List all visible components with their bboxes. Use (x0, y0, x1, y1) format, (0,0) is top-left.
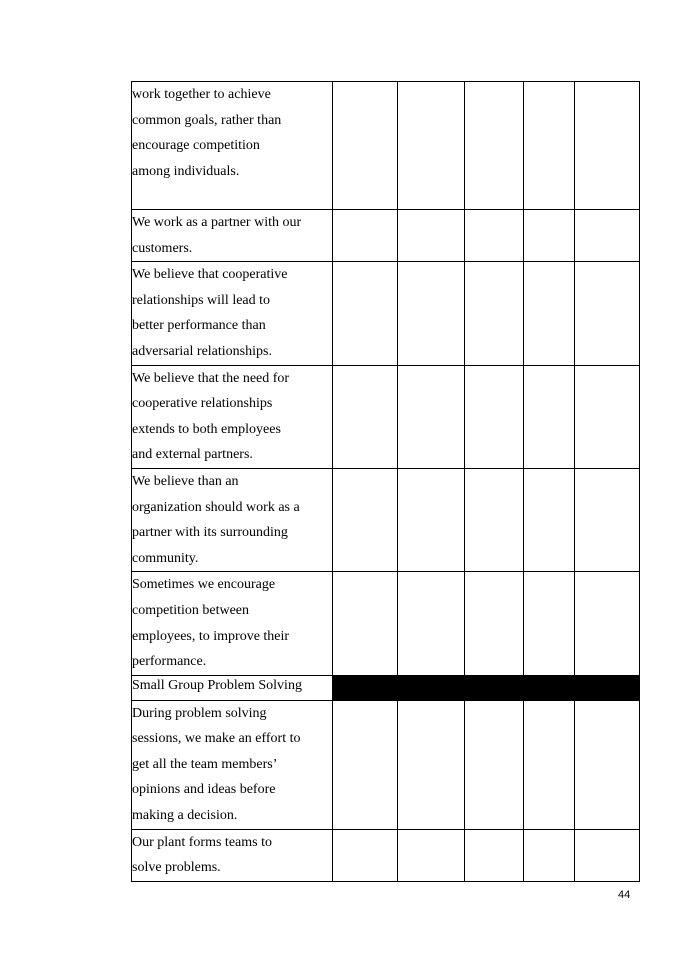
statement-line: We believe that cooperative (132, 267, 288, 283)
statement-line: making a decision. (132, 808, 238, 824)
rating-cell-1[interactable] (333, 210, 398, 262)
table-row (132, 572, 640, 675)
statement-line: performance. (132, 654, 207, 670)
statement-line: better performance than (132, 318, 266, 334)
section-header-fill (333, 675, 640, 700)
statement-line: We believe than an (132, 473, 239, 489)
statement-line: employees, to improve their (132, 628, 290, 644)
rating-cell-3[interactable] (465, 468, 524, 571)
statement-line: among individuals. (132, 163, 240, 179)
statement-line: common goals, rather than (132, 112, 282, 128)
rating-cell-1[interactable] (333, 82, 398, 210)
statement-line: Our plant forms teams to (132, 834, 272, 850)
rating-cell-2[interactable] (398, 262, 465, 365)
statement-cell (132, 468, 333, 571)
rating-cell-1[interactable] (333, 572, 398, 675)
table-row (132, 82, 640, 210)
statement-line: opinions and ideas before (132, 782, 276, 798)
statement-line: solve problems. (132, 860, 221, 876)
rating-cell-2[interactable] (398, 572, 465, 675)
rating-cell-4[interactable] (524, 262, 575, 365)
section-header-label: Small Group Problem Solving (132, 675, 333, 700)
rating-cell-3[interactable] (465, 210, 524, 262)
statement-line: adversarial relationships. (132, 343, 272, 359)
statement-line: organization should work as a (132, 499, 300, 515)
rating-cell-5[interactable] (575, 468, 640, 571)
statement-line: get all the team members’ (132, 756, 278, 772)
statement-cell (132, 829, 333, 881)
statement-cell (132, 82, 333, 210)
statement-cell (132, 572, 333, 675)
rating-cell-5[interactable] (575, 829, 640, 881)
table-row (132, 210, 640, 262)
rating-cell-5[interactable] (575, 365, 640, 468)
section-header-row (132, 675, 640, 700)
rating-cell-5[interactable] (575, 572, 640, 675)
rating-cell-4[interactable] (524, 829, 575, 881)
rating-cell-4[interactable] (524, 210, 575, 262)
statement-line: relationships will lead to (132, 292, 271, 308)
statement-line: We work as a partner with our (132, 215, 302, 230)
rating-cell-4[interactable] (524, 365, 575, 468)
survey-table (131, 81, 640, 882)
table-row (132, 468, 640, 571)
rating-cell-3[interactable] (465, 572, 524, 675)
rating-cell-4[interactable] (524, 572, 575, 675)
rating-cell-4[interactable] (524, 700, 575, 829)
table-row (132, 700, 640, 829)
table-row (132, 829, 640, 881)
rating-cell-3[interactable] (465, 262, 524, 365)
rating-cell-3[interactable] (465, 700, 524, 829)
statement-line: and external partners. (132, 447, 253, 463)
rating-cell-2[interactable] (398, 468, 465, 571)
statement-line: We believe that the need for (132, 370, 290, 386)
rating-cell-3[interactable] (465, 82, 524, 210)
statement-line: customers. (132, 240, 193, 256)
statement-cell (132, 262, 333, 365)
rating-cell-4[interactable] (524, 82, 575, 210)
rating-cell-3[interactable] (465, 365, 524, 468)
rating-cell-4[interactable] (524, 468, 575, 571)
rating-cell-3[interactable] (465, 829, 524, 881)
rating-cell-2[interactable] (398, 82, 465, 210)
survey-table-body (132, 82, 640, 882)
statement-line: community. (132, 550, 199, 566)
statement-cell (132, 365, 333, 468)
table-row (132, 262, 640, 365)
statement-line: Sometimes we encourage (132, 577, 276, 593)
statement-cell (132, 210, 333, 262)
statement-line: partner with its surrounding (132, 525, 288, 541)
rating-cell-1[interactable] (333, 365, 398, 468)
statement-line: sessions, we make an effort to (132, 731, 301, 747)
rating-cell-1[interactable] (333, 829, 398, 881)
rating-cell-5[interactable] (575, 210, 640, 262)
rating-cell-5[interactable] (575, 700, 640, 829)
statement-line: extends to both employees (132, 421, 281, 437)
statement-cell (132, 700, 333, 829)
statement-line: work together to achieve (132, 87, 271, 102)
rating-cell-5[interactable] (575, 262, 640, 365)
rating-cell-5[interactable] (575, 82, 640, 210)
rating-cell-1[interactable] (333, 700, 398, 829)
statement-line: encourage competition (132, 138, 260, 154)
rating-cell-2[interactable] (398, 365, 465, 468)
statement-line: cooperative relationships (132, 396, 273, 412)
statement-line: competition between (132, 602, 250, 618)
rating-cell-1[interactable] (333, 468, 398, 571)
rating-cell-2[interactable] (398, 700, 465, 829)
rating-cell-2[interactable] (398, 210, 465, 262)
rating-cell-1[interactable] (333, 262, 398, 365)
page-number: 44 (618, 889, 631, 901)
statement-line: During problem solving (132, 705, 267, 721)
table-row (132, 365, 640, 468)
rating-cell-2[interactable] (398, 829, 465, 881)
